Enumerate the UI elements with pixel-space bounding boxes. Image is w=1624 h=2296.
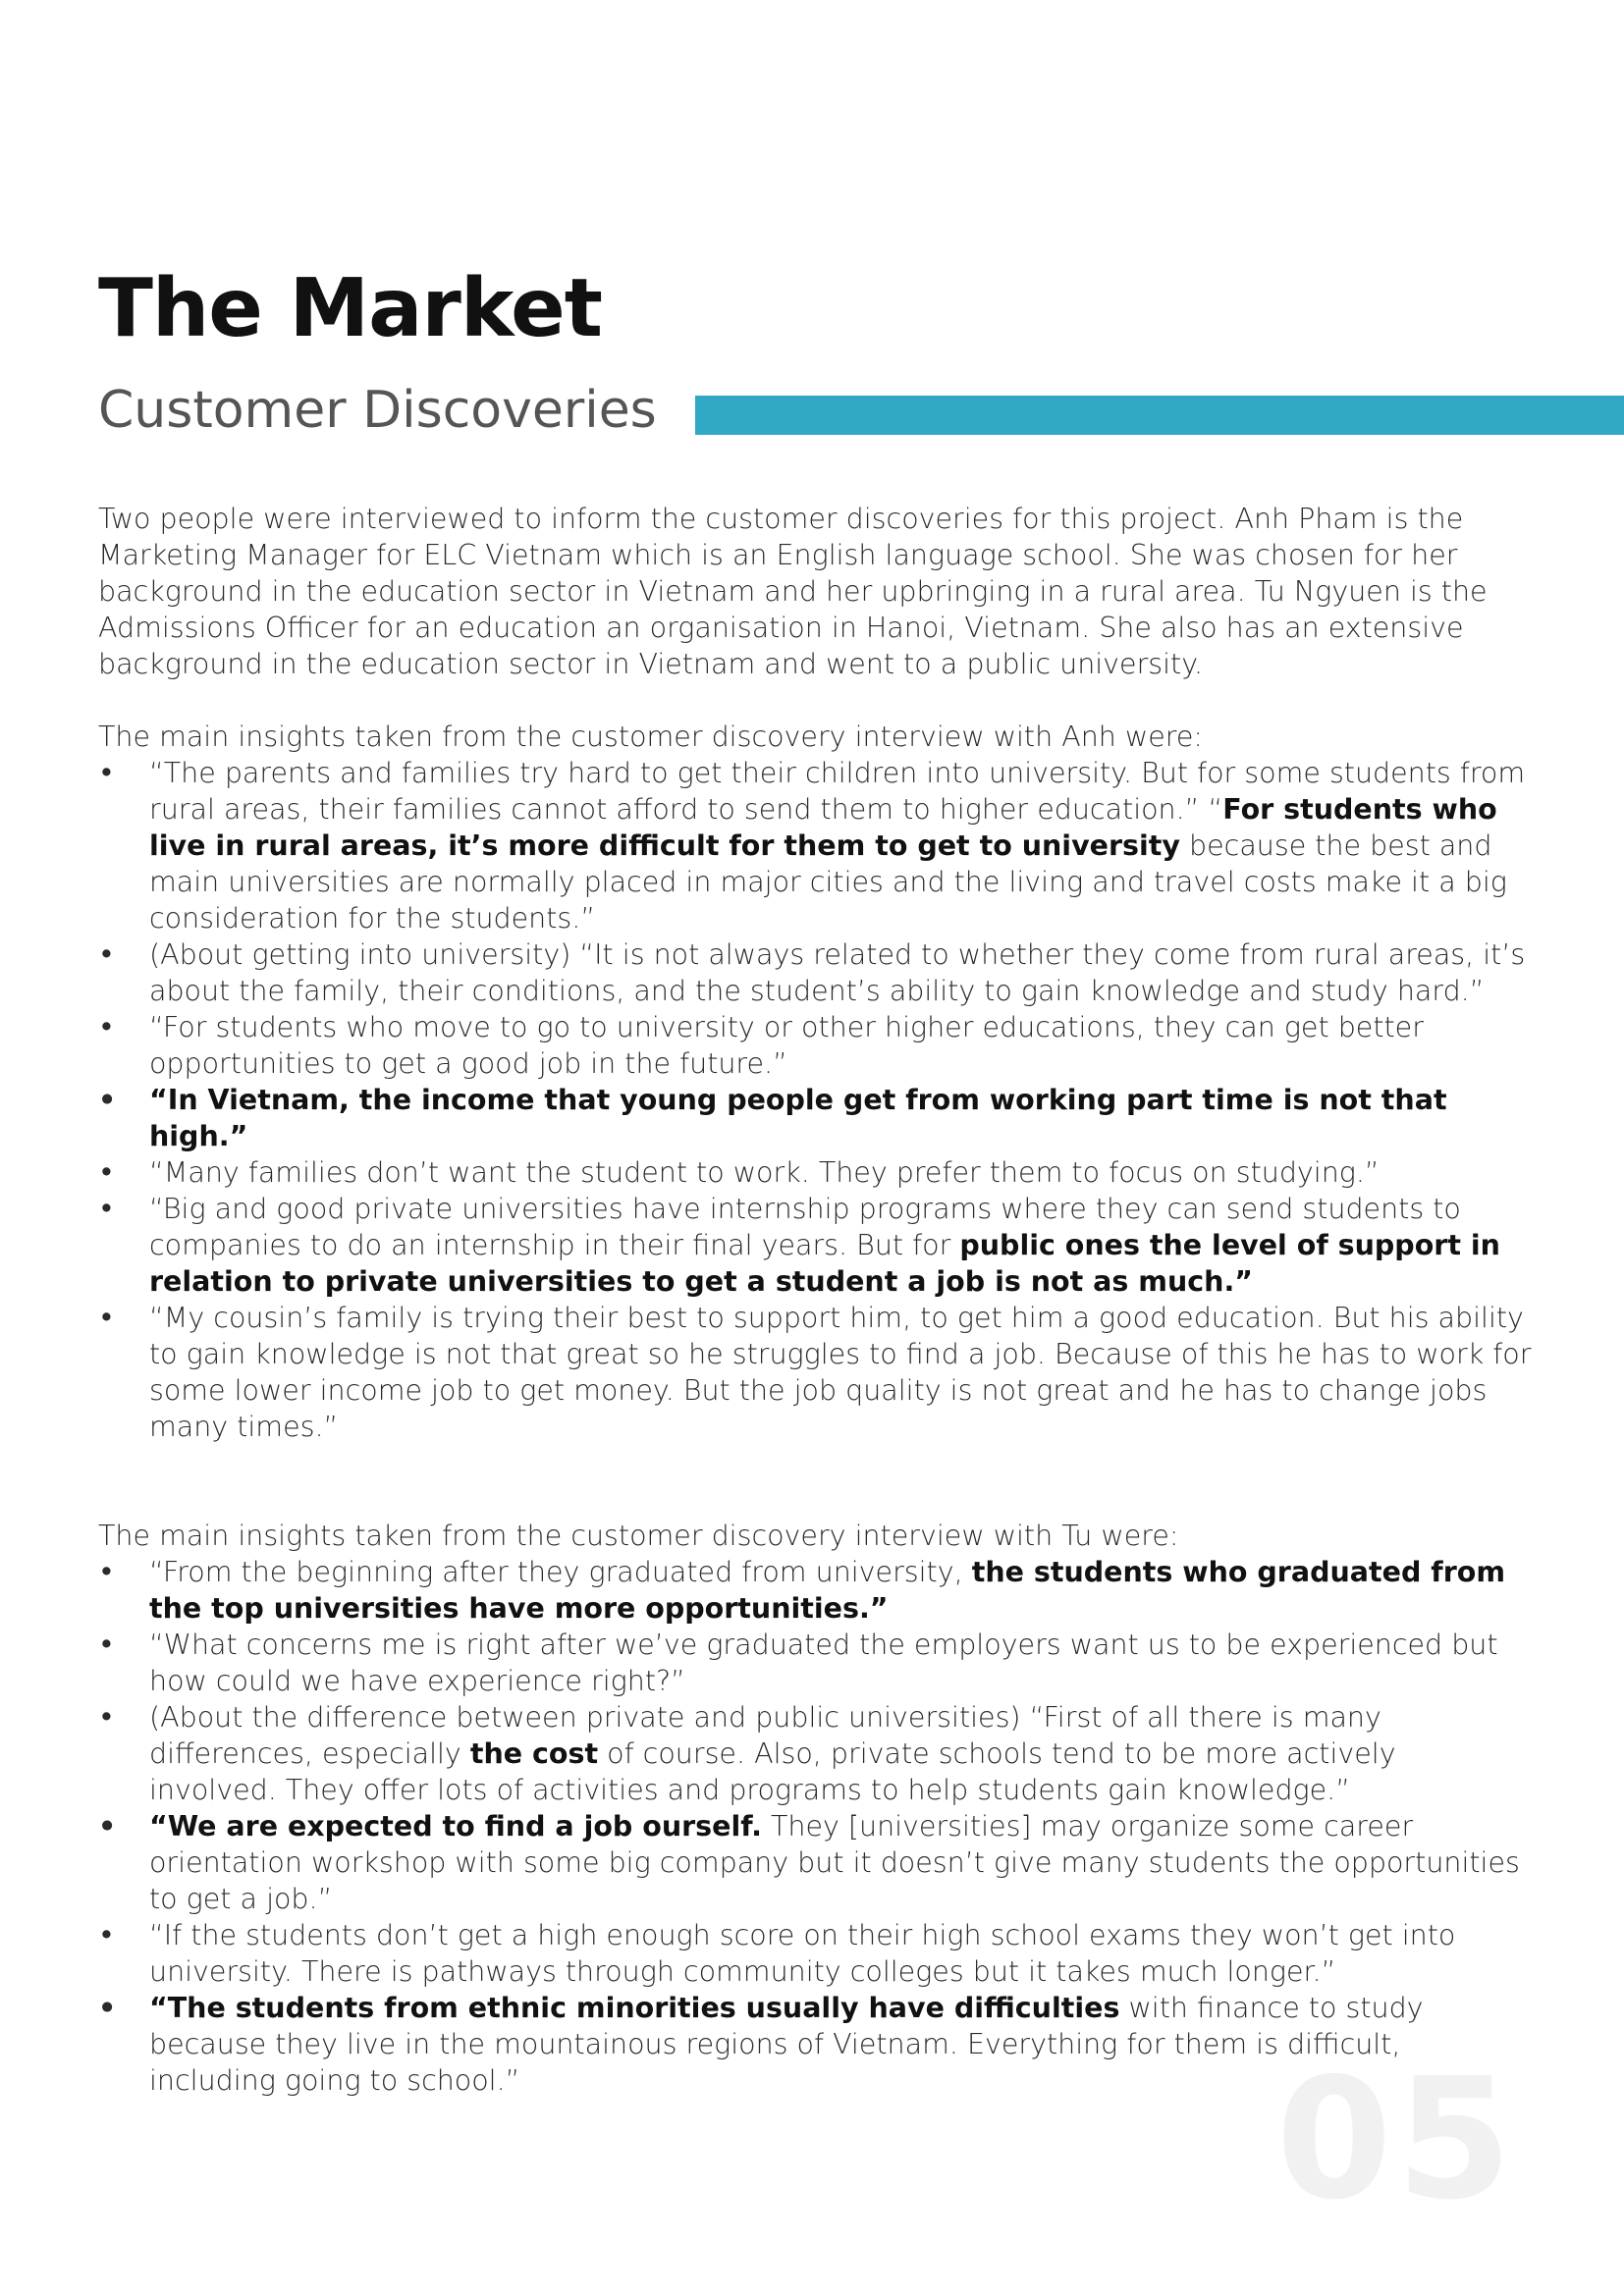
list-item-text: (About getting into university) “It is not always related to whether they come from rural areas, it’s about the family, their conditions, and the student’s ability to gain knowledge and study hard.” <box>149 938 1526 1007</box>
list-item-text: “Big and good private universities have internship programs where they can send students to companies to do an internship in their final years. But for <box>149 1193 1461 1261</box>
list-item <box>98 1917 1532 1990</box>
list-item-text: with finance to study because they live in the mountainous regions of Vietnam. Everything for them is difficult, including going to school.” <box>149 1992 1424 2097</box>
list-item <box>98 1300 1532 1445</box>
tu-insights-list <box>98 1554 1532 2099</box>
list-item <box>98 936 1532 1009</box>
list-item <box>98 1154 1532 1191</box>
list-item-text: because the best and main universities are normally placed in major cities and the living and travel costs make it a big consideration for the students.” <box>149 829 1507 934</box>
anh-insights-list <box>98 755 1532 1445</box>
page-subtitle: Customer Discoveries <box>98 381 657 440</box>
list-item-emphasis: the students who graduated from the top universities have more opportunities.” <box>149 1556 1506 1625</box>
list-item-emphasis: “In Vietnam, the income that young people get from working part time is not that high.” <box>149 1084 1447 1152</box>
tu-insights-heading: The main insights taken from the customer discovery interview with Tu were: <box>98 1520 1179 1552</box>
list-item <box>98 755 1532 936</box>
list-item-text: “What concerns me is right after we’ve graduated the employers want us to be experienced but how could we have experience right?” <box>149 1629 1498 1697</box>
list-item-text: “My cousin’s family is trying their best to support him, to get him a good education. But his ability to gain knowledge is not that great so he struggles to find a job. Because of this he has to work for some lower income job to get money. But the job quality is not great and he has to change jobs many times.” <box>149 1302 1532 1443</box>
section-spacer <box>98 1445 1532 1518</box>
intro-paragraph: Two people were interviewed to inform the customer discoveries for this project. Anh Pham is the Marketing Manager for ELC Vietnam which is an English language school. She was chosen for her background in the education sector in Vietnam and her upbringing in a rural area. Tu Ngyuen is the Admissions Officer for an education an organisation in Hanoi, Vietnam. She also has an extensive background in the education sector in Vietnam and went to a public university. <box>98 503 1488 680</box>
list-item-emphasis: the cost <box>469 1737 599 1770</box>
list-item-text: They [universities] may organize some career orientation workshop with some big company but it doesn’t give many students the opportunities to get a job.” <box>149 1810 1520 1915</box>
list-item <box>98 1808 1532 1917</box>
list-item-text: “From the beginning after they graduated from university, <box>149 1556 972 1588</box>
list-item-emphasis: “The students from ethnic minorities usually have difficulties <box>149 1992 1120 2024</box>
list-item-text: (About the difference between private and public universities) “First of all there is many differences, especially <box>149 1701 1381 1770</box>
list-item <box>98 1627 1532 1699</box>
list-item-text: of course. Also, private schools tend to be more actively involved. They offer lots of activities and programs to help students gain knowledge.” <box>149 1737 1396 1806</box>
body-content <box>98 501 1532 2099</box>
list-item-emphasis: public ones the level of support in relation to private universities to get a student a job is not as much.” <box>149 1229 1500 1298</box>
list-item-text: “For students who move to go to university or other higher educations, they can get better opportunities to get a good job in the future.” <box>149 1011 1424 1080</box>
list-item <box>98 1554 1532 1627</box>
page-number: 05 <box>1275 2043 1516 2237</box>
list-item <box>98 1699 1532 1808</box>
list-item-text: “If the students don’t get a high enough score on their high school exams they won’t get into university. There is pathways through community colleges but it takes much longer.” <box>149 1919 1456 1988</box>
list-item-text: “The parents and families try hard to get their children into university. But for some students from rural areas, their families cannot afford to send them to higher education.” “ <box>149 757 1526 826</box>
list-item <box>98 1082 1532 1154</box>
anh-insights-heading: The main insights taken from the customer discovery interview with Anh were: <box>98 721 1203 753</box>
list-item-emphasis: “We are expected to find a job ourself. <box>149 1810 762 1842</box>
list-item <box>98 1009 1532 1082</box>
list-item <box>98 1191 1532 1300</box>
page-title: The Market <box>98 262 602 355</box>
list-item-text: “Many families don’t want the student to work. They prefer them to focus on studying.” <box>149 1156 1380 1189</box>
accent-bar <box>695 396 1624 435</box>
list-item-emphasis: For students who live in rural areas, it’s more difficult for them to get to university <box>149 793 1497 862</box>
